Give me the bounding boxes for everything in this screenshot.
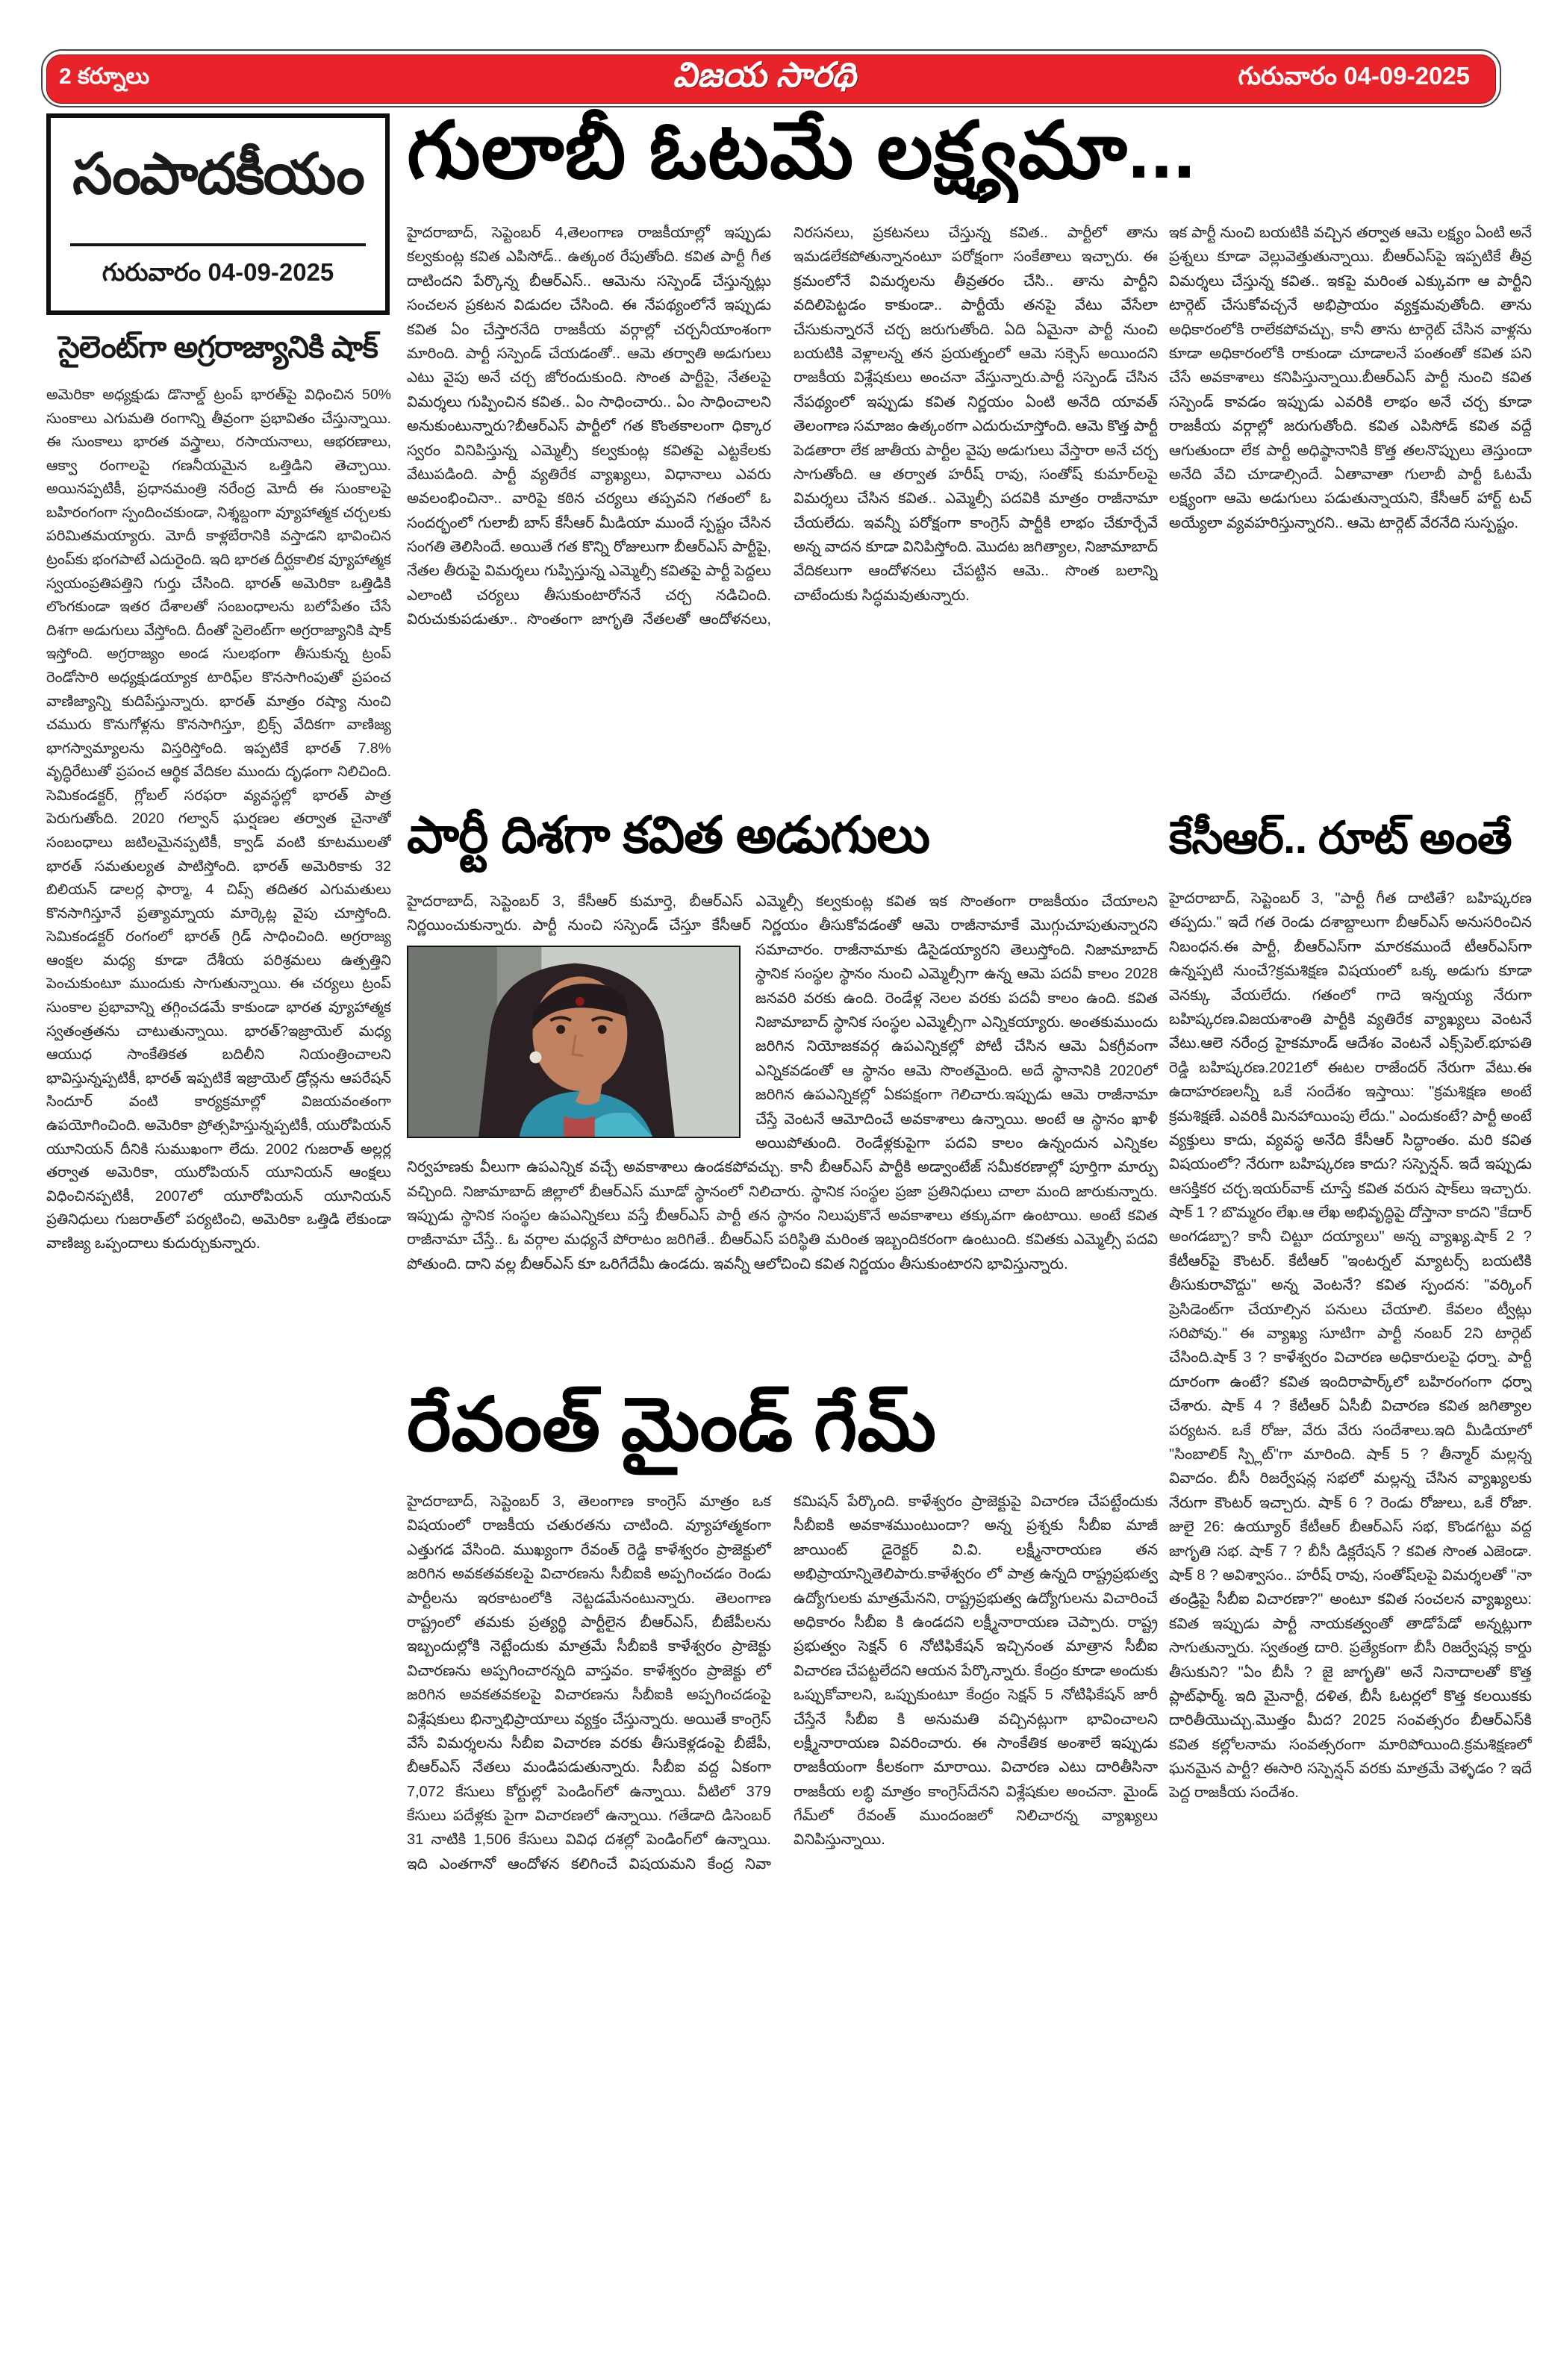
kavitha-article-headline: పార్టీ దిశగా కవిత అడుగులు bbox=[407, 807, 930, 863]
lead-col3-text: ఇక పార్టీ నుంచి బయటికి వచ్చిన తర్వాత ఆమె లక్ష్యం ఏంటి అనే ప్రశ్నలు కూడా వెల్లువెత్తుతున్నాయి. బీఆర్ఎస్‌పై ఇప్పటికే తీవ్ర విమర్శలు చేస్తున్న కవిత.. ఇకపై మరింత ఎక్కువగా ఆ పార్టీని టార్గెట్ చేసుకోవచ్చనే అభిప్రాయం వ్యక్తమవుతోంది. తాను అధికారంలోకి రాలేకపోవచ్చు, కానీ తాను టార్గెట్ చేసిన వాళ్లను కూడా అధికారంలోకి రాకుండా చూడాలనే పంతంతో కవిత పని చేసే అవకాశాలు కనిపిస్తున్నాయి.బీఆర్ఎస్ పార్టీ నుంచి కవిత సస్పెండ్ కావడం ఇప్పుడు ఎవరికి లాభం అనే చర్చ కూడా రాజకీయ వర్గాల్లో జరుగుతోంది. కవిత ఎపిసోడ్ కవిత వద్దే ఆగుతుందా లేక పార్టీ అధిష్ఠానానికి కొత్త తలనొప్పులు తెస్తుందా అనేది వేచి చూడాల్సిందే. ఏతావాతా గులాబీ పార్టీ ఓటమే లక్ష్యంగా ఆమె అడుగులు పడుతున్నాయని, కేసీఆర్ హార్ట్ టచ్ అయ్యేలా వ్యవహరిస్తున్నారని.. ఆమె టార్గెట్ వేరనేది సుస్పష్టం. bbox=[1169, 225, 1532, 531]
paper-title: విజయ సారథి bbox=[673, 55, 856, 94]
lead-article-columns bbox=[407, 221, 1158, 805]
editorial-box bbox=[46, 113, 390, 315]
masthead-frame bbox=[41, 49, 1501, 107]
revanth-article-headline: రేవంత్ మైండ్ గేమ్ bbox=[407, 1383, 937, 1467]
kavitha-article-side: రాజీనామాకు డిసైడయ్యారని తెలుస్తోంది. నిజామాబాద్ స్థానిక సంస్థల స్థానం నుంచి ఎమ్మెల్సీగా ఉన్న ఆమె పదవీ కాలం 2028 జనవరి వరకు ఉంది. రెండేళ్ల నెలల వరకు పదవీ కాలం ఉంది. కవిత నిజామాబాద్ స్థానిక సంస్థల ఎమ్మెల్సీగా ఎన్నికయ్యారు. అంతకుముందు జరిగిన నియోజకవర్గ ఉపఎన్నికల్లో పోటీ చేసిన ఆమె ఏకగ్రీవంగా ఎన్నికవడంతో ఆ స్థానం ఆమె సొంతమైంది. bbox=[755, 941, 1158, 1079]
right-rail bbox=[1169, 221, 1532, 2358]
editorial-body: అమెరికా అధ్యక్షుడు డొనాల్డ్ ట్రంప్ భారత్‌పై విధించిన 50% సుంకాలు ఎగుమతి రంగాన్ని తీవ్రంగా ప్రభావితం చేస్తున్నాయి. ఈ సుంకాలు భారత వస్త్రాలు, రసాయనాలు, ఆభరణాలు, ఆక్వా రంగాలపై గణనీయమైన ఒత్తిడిని తెచ్చాయి. అయినప్పటికీ, ప్రధానమంత్రి నరేంద్ర మోదీ ఈ సుంకాలపై బహిరంగంగా స్పందించకుండా, నిశ్శబ్దంగా వ్యూహాత్మక చర్చలకు పరిమితమయ్యారు. మోదీ కాళ్లబేరానికి వస్తాడని భావించిన ట్రంప్‌కు భంగపాటే ఎదురైంది. ఇది భారత దీర్ఘకాలిక వ్యూహాత్మక స్వయంప్రతిపత్తిని గుర్తు చేసింది. భారత్ అమెరికా ఒత్తిడికి లొంగకుండా ఇతర దేశాలతో సంబంధాలను బలోపేతం చేసే దిశగా అడుగులు వేస్తోంది. దీంతో సైలెంట్‌గా అగ్రరాజ్యానికి షాక్ ఇస్తోంది. అగ్రరాజ్యం అండ సులభంగా తీసుకున్న ట్రంప్ రెండోసారి అధ్యక్షుడయ్యాక టారిఫ్‌ల కొనసాగింపుతో ప్రపంచ వాణిజ్యాన్ని కుదిపేస్తున్నారు. భారత్ మాత్రం రష్యా నుంచి చమురు కొనుగోళ్లను కొనసాగిస్తూ, బ్రిక్స్ వేదికగా వాణిజ్య భాగస్వామ్యాలను విస్తరిస్తోంది. ఇప్పటికే భారత్ 7.8% వృద్ధిరేటుతో ప్రపంచ ఆర్థిక వేదికల ముందు దృఢంగా నిలిచింది. సెమికండక్టర్, గ్లోబల్ సరఫరా వ్యవస్థల్లో భారత్ పాత్ర పెరుగుతోంది. 2020 గల్వాన్ ఘర్షణల తర్వాత చైనాతో సంబంధాలు జటిలమైనప్పటికీ, క్వాడ్ వంటి కూటములతో భారత్ సమతుల్యత పాటిస్తోంది. భారత్ అమెరికాకు 32 బిలియన్ డాలర్ల ఫార్మా, 4 చిప్స్ తదితర ఎగుమతులు కొనసాగిస్తూనే ప్రత్యామ్నాయ మార్కెట్ల వైపు చూస్తోంది. సెమికండక్టర్ రంగంలో భారత్ గ్రిడ్ సాధించింది. అగ్రరాజ్య ఆంక్షల మధ్య కూడా దేశీయ పరిశ్రమలు ఉత్పత్తిని పెంచుకుంటూ ముందుకు సాగుతున్నాయి. ఈ చర్యలు ట్రంప్ సుంకాల ప్రభావాన్ని తగ్గించడమే కాకుండా భారత వ్యూహాత్మక స్వతంత్రతను చాటుతున్నాయి. భారత్?ఇజ్రాయెల్ మధ్య ఆయుధ సాంకేతికత బదిలీని నియంత్రించాలని భావిస్తున్నప్పటికీ, భారత్ ఇప్పటికే ఇజ్రాయెల్ డ్రోన్లను ఆపరేషన్ సిందూర్ వంటి కార్యక్రమాల్లో విజయవంతంగా ఉపయోగించింది. అమెరికా ప్రోత్సహిస్తున్నప్పటికీ, యురోపియన్ యూనియన్ దీనికి సుముఖంగా లేదు. 2002 గుజరాత్ అల్లర్ల తర్వాత అమెరికా, యురోపియన్ యూనియన్ ఆంక్షలు విధించినప్పటికీ, 2007లో యూరోపియన్ యూనియన్ ప్రతినిధులు గుజరాత్‌లో పర్యటించి, అమెరికా ఒత్తిడి లేకుండా వాణిజ్య ఒప్పందాలు కుదుర్చుకున్నారు. bbox=[46, 387, 391, 1252]
kavitha-article-text: అదే స్థానానికి 2020లో జరిగిన ఉపఎన్నికల్లో ఏకపక్షంగా గెలిచారు.ఇప్పుడు ఆమె రాజీనామా చేస్తే వెంటనే ఆమోదించే అవకాశాలు ఉన్నాయి. అంటే ఆ స్థానం ఖాళీ అయిపోతుంది. రెండేళ్లకుపైగా పదవి కాలం ఉన్నందున ఎన్నికల నిర్వహణకు వీలుగా ఉపఎన్నిక వచ్చే అవకాశాలు ఉండకపోవచ్చు. కానీ బీఆర్ఎస్ పార్టీకి అడ్వాంటేజ్ సమీకరణాల్లో పూర్తిగా మార్పు వచ్చింది. నిజామాబాద్ జిల్లాలో బీఆర్ఎస్ మూడో స్థానంలో నిలిచారు. స్థానిక సంస్థల ప్రజా ప్రతినిధులు చాలా మంది జారుకున్నారు. ఇప్పుడు స్థానిక సంస్థల ఉపఎన్నికలు వస్తే బీఆర్ఎస్ పార్టీ తన స్థానం నిలుపుకొనే అవకాశాలు తక్కువగా ఉంటాయి. అంటే కవిత రాజీనామా చేస్తే.. ఓ వర్గాల మధ్యనే పోరాటం జరిగితే.. బీఆర్ఎస్ పరిస్థితి మరింత ఇబ్బందికరంగా ఉంటుంది. కవితకు ఎమ్మెల్సీ పదవి పోతుంది. దాని వల్ల బీఆర్ఎస్ కూ ఒరిగేదేమీ ఉండదు. ఇవన్నీ ఆలోచించి కవిత నిర్ణయం తీసుకుంటారని భావిస్తున్నారు. bbox=[407, 1062, 1158, 1272]
revanth-article-body: హైదరాబాద్, సెప్టెంబర్ 3, తెలంగాణ కాంగ్రెస్ మాత్రం ఒక విషయంలో రాజకీయ చతురతను చాటింది. వ్యూహాత్మకంగా ఎత్తుగడ వేసింది. ముఖ్యంగా రేవంత్ రెడ్డి కాళేశ్వరం ప్రాజెక్టులో జరిగిన అవకతవకలపై విచారణను సీబీఐకి అప్పగించడం రెండు పార్టీలను ఇరకాటంలోకి నెట్టడమేనంటున్నారు. తెలంగాణ రాష్ట్రంలో తమకు ప్రత్యర్థి పార్టీలైన బీఆర్ఎస్, బీజేపీలను ఇబ్బందుల్లోకి నెట్టేందుకు మాత్రమే సీబీఐకి కాళేశ్వరం ప్రాజెక్టు విచారణను అప్పగించారన్నది వాస్తవం. కాళేశ్వరం ప్రాజెక్టు లో జరిగిన అవకతవకలపై విచారణను సీబీఐకి అప్పగించడంపై విశ్లేషకులు భిన్నాభిప్రాయాలు వ్యక్తం చేస్తున్నారు. అయితే కాంగ్రెస్ వేసే విమర్శలను సీబీఐ విచారణ వరకు తీసుకెళ్లడంపై బీజేపీ, బీఆర్ఎస్ నేతలు మండిపడుతున్నారు. సీబీఐ వద్ద ఏకంగా 7,072 కేసులు కోర్టుల్లో పెండింగ్‌లో ఉన్నాయి. వీటిలో 379 కేసులు పదేళ్లకు పైగా విచారణలో ఉన్నాయి. గతేడాది డిసెంబర్ 31 నాటికి 1,506 కేసులు వివిధ దశల్లో పెండింగ్‌లో ఉన్నాయి. ఇది ఎంతగానో ఆందోళన కలిగించే విషయమని కేంద్ర నివా కమిషన్ పేర్కొంది. కాళేశ్వరం ప్రాజెక్టుపై విచారణ చేపట్టేందుకు సీబీఐకి అవకాశముంటుందా? అన్న ప్రశ్నకు సీబీఐ మాజీ జాయింట్ డైరెక్టర్ వి.వి. లక్ష్మీనారాయణ తన అభిప్రాయాన్నితెలిపారు.కాళేశ్వరం లో పాత్ర ఉన్నది రాష్ట్రప్రభుత్వ ఉద్యోగులకు మాత్రమేనని, రాష్ట్రప్రభుత్వ ఉద్యోగులను విచారించే అధికారం సీబీఐ కి ఉండదని లక్ష్మీనారాయణ చెప్పారు. రాష్ట్ర ప్రభుత్వం సెక్షన్ 6 నోటిఫికేషన్ ఇచ్చినంత మాత్రాన సీబీఐ విచారణ చేపట్టలేదని ఆయన పేర్కొన్నారు. కేంద్రం కూడా అందుకు ఒప్పుకోవాలని, ఒప్పుకుంటూ కేంద్రం సెక్షన్ 5 నోటిఫికేషన్ జారీ చేస్తేనే సీబీఐ కి అనుమతి వచ్చినట్లుగా భావించాలని లక్ష్మీనారాయణ వివరించారు. ఈ సాంకేతిక అంశాలే ఇప్పుడు రాజకీయంగా కీలకంగా మారాయి. విచారణ ఎటు దారితీసినా రాజకీయ లబ్ధి మాత్రం కాంగ్రెస్‌దేనని విశ్లేషకుల అంచనా. మైండ్ గేమ్‌లో రేవంత్ ముందంజలో నిలిచారన్న వ్యాఖ్యలు వినిపిస్తున్నాయి. bbox=[407, 1493, 1158, 1873]
masthead-bar bbox=[46, 54, 1496, 104]
edition-label: 2 కర్నూలు bbox=[59, 63, 150, 89]
editorial-box-title: సంపాదకీయం bbox=[72, 140, 364, 207]
editorial-divider bbox=[70, 243, 366, 246]
lead-col2-text: విరుచుకుపడుతూ.. సొంతంగా జాగృతి నేతలతో ఆందోళనలు, నిరసనలు, ప్రకటనలు చేస్తున్న కవిత.. పార్టీలో తాను ఇమడలేకపోతున్నానంటూ పరోక్షంగా సంకేతాలు ఇచ్చారు. ఈ క్రమంలోనే విమర్శలను తీవ్రతరం చేసి.. తాను పార్టీని వదిలిపెట్టడం కాకుండా.. పార్టీయే తనపై వేటు వేసేలా చేసుకున్నారనే చర్చ జరుగుతోంది. ఏది ఏమైనా పార్టీ నుంచి బయటికి వెళ్లాలన్న తన ప్రయత్నంలో ఆమె సక్సెస్ అయిందని రాజకీయ విశ్లేషకులు అంచనా వేస్తున్నారు.పార్టీ సస్పెండ్ చేసిన నేపథ్యంలో ఇప్పుడు కవిత నిర్ణయం ఏంటి అనేది యావత్ తెలంగాణ సమాజం ఉత్కంఠగా ఎదురుచూస్తోంది. ఆమె కొత్త పార్టీ పెడతారా లేక జాతీయ పార్టీల వైపు అడుగులు వేస్తారా అనే చర్చ సాగుతోంది. ఆ తర్వాత హరీష్ రావు, సంతోష్ కుమార్‌లపై విమర్శలు చేసిన కవిత.. ఎమ్మెల్సీ పదవికి మాత్రం రాజీనామా చేయలేదు. ఇవన్నీ పరోక్షంగా కాంగ్రెస్ పార్టీకి లాభం చేకూర్చేవే అన్న వాదన కూడా వినిపిస్తోంది. మొదట జగిత్యాల, నిజామాబాద్ వేదికలుగా ఆందోళనలు చేపట్టిన ఆమె.. సొంత బలాన్ని చాటేందుకు సిద్ధమవుతున్నారు. bbox=[407, 225, 1158, 628]
lead-headline: గులాబీ ఓటమే లక్ష్యమా... bbox=[407, 107, 1197, 195]
kavitha-article-body bbox=[407, 890, 1158, 1373]
masthead-date: గురువారం 04-09-2025 bbox=[1238, 62, 1470, 90]
kcr-article-headline: కేసీఆర్.. రూట్ అంతే bbox=[1169, 813, 1512, 863]
kavitha-article-intro: హైదరాబాద్, సెప్టెంబర్ 3, కేసీఆర్ కుమార్తె, బీఆర్ఎస్ ఎమ్మెల్సీ కల్వకుంట్ల కవిత ఇక సొంతంగా రాజకీయం చేయాలని నిర్ణయించుకున్నారు. పార్టీ నుంచి సస్పెండ్ చేస్తూ కేసీఆర్ నిర్ణయం తీసుకోవడంతో ఆమె రాజీనామాకే మొగ్గుచూపుతున్నారని సమాచారం. bbox=[407, 893, 1158, 958]
editorial-headline: సైలెంట్‌గా అగ్రరాజ్యానికి షాక్ bbox=[58, 330, 378, 364]
lead-col1-text: హైదరాబాద్, సెప్టెంబర్ 4,తెలంగాణ రాజకీయాల్లో ఇప్పుడు కల్వకుంట్ల కవిత ఎపిసోడ్.. ఉత్కంఠ రేపుతోంది. కవిత పార్టీ గీత దాటిందని పేర్కొన్న బీఆర్ఎస్.. ఆమెను సస్పెండ్ చేస్తున్నట్లు సంచలన ప్రకటన విడుదల చేసింది. ఈ నేపథ్యంలోనే ఇప్పుడు కవిత ఏం చేస్తారనేది రాజకీయ వర్గాల్లో చర్చనీయాంశంగా మారింది. పార్టీ సస్పెండ్ చేయడంతో.. ఆమె తర్వాతి అడుగులు ఎటు వైపు అనే చర్చ జోరందుకుంది. సొంత పార్టీపై, నేతలపై విమర్శలు గుప్పించిన కవిత.. ఏం సాధించారు.. ఏం సాధించాలని అనుకుంటున్నారు?బీఆర్ఎస్ పార్టీలో గత కొంతకాలంగా ధిక్కార స్వరం వినిపిస్తున్న ఎమ్మెల్సీ కల్వకుంట్ల కవితపై ఎట్టకేలకు వేటుపడింది. పార్టీ వ్యతిరేక వ్యాఖ్యలు, విధానాలు ఎవరు అవలంభించినా.. వారిపై కఠిన చర్యలు తప్పవని గతంలో ఓ సందర్భంలో గులాబీ బాస్ కేసీఆర్ మీడియా ముందే స్పష్టం చేసిన సంగతి తెలిసిందే. అయితే గత కొన్ని రోజులుగా బీఆర్ఎస్ పార్టీపై, నేతల తీరుపై విమర్శలు గుప్పిస్తున్న ఎమ్మెల్సీ కవితపై పార్టీ పెద్దలు ఎలాంటి చర్యలు తీసుకుంటారోననే చర్చ నడిచింది. bbox=[407, 225, 771, 604]
kavitha-photo bbox=[407, 946, 741, 1138]
kcr-article-body: హైదరాబాద్, సెప్టెంబర్ 3, "పార్టీ గీత దాటితే? బహిష్కరణ తప్పదు." ఇదే గత రెండు దశాబ్దాలుగా బీఆర్ఎస్ అనుసరించిన నిబంధన.ఈ పార్టీ, బీఆర్ఎస్‌గా మారకముందే టీఆర్ఎస్‌గా ఉన్నప్పటి నుంచే?క్రమశిక్షణ విషయంలో ఒక్క అడుగు కూడా వెనక్కు వేయలేదు. గతంలో గాదె ఇన్నయ్య నేరుగా బహిష్కరణ.విజయశాంతి పార్టీకి వ్యతిరేక వ్యాఖ్యలు వెంటనే వేటు.ఆలె నరేంద్ర హైకమాండ్ ఆదేశం వెంటనే ఎక్స్‌పెల్.భూపతి రెడ్డి బహిష్కరణ.2021లో ఈటల రాజేందర్ నేరుగా వేటు.ఈ ఉదాహరణలన్నీ ఒకే సందేశం ఇస్తాయి: "క్రమశిక్షణ అంటే క్రమశిక్షణే. ఎవరికీ మినహాయింపు లేదు." ఎందుకంటే? పార్టీ అంటే వ్యక్తులు కాదు, వ్యవస్థ అనేది కేసీఆర్ సిద్ధాంతం. మరి కవిత విషయంలో? నేరుగా బహిష్కరణ కాదు? సస్పెన్షన్. ఇదే ఇప్పుడు ఆసక్తికర చర్చ.ఇయర్‌వాక్ చూస్తే కవిత వరుస షాక్‌లు ఇచ్చారు. షాక్ 1 ? బొమ్మరం లేఖ.ఆ లేఖ అభివృద్ధిపై దోస్తానా కాదని "కేదార్ అంగడబ్బా? కానీ చిట్టూ దయ్యాలు" అన్న వ్యాఖ్య.షాక్ 2 ? కేటీఆర్‌పై కౌంటర్. కేటీఆర్ "ఇంటర్నల్ మ్యాటర్స్ బయటికి తీసుకురావొద్దు" అన్న వెంటనే? కవిత స్పందన: "వర్కింగ్ ప్రెసిడెంట్‌గా చేయాల్సిన పనులు చేయాలి. కేవలం ట్వీట్లు సరిపోవు." ఈ వ్యాఖ్య సూటిగా పార్టీ నంబర్ 2ని టార్గెట్ చేసింది.షాక్ 3 ? కాళేశ్వరం విచారణ అధికారులపై ధర్నా. పార్టీ దూరంగా ఉంటే? కవిత ఇందిరాపార్క్‌లో బహిరంగంగా ధర్నా చేశారు. షాక్ 4 ? కేటీఆర్ ఏసీబీ విచారణ కవిత జగిత్యాల పర్యటన. ఒకే రోజు, వేరు వేరు సందేశాలు.ఇది మీడియాలో "సింబాలిక్ స్ప్లిట్"గా మారింది. షాక్ 5 ? తీన్మార్ మల్లన్న వివాదం. బీసీ రిజర్వేషన్ల సభలో మల్లన్న చేసిన వ్యాఖ్యలకు నేరుగా కౌంటర్ ఇచ్చారు. షాక్ 6 ? రెండు రోజులు, ఒకే రోజా. జులై 26: ఉయ్యూర్ కేటీఆర్ బీఆర్ఎస్ సభ, కొండగట్టు వద్ద జాగృతి సభ. షాక్ 7 ? బీసీ డిక్లరేషన్ ? కవిత సొంత ఎజెండా. షాక్ 8 ? అవిశ్వాసం.. హరీష్ రావు, సంతోష్‌లపై విమర్శలతో "నా తండ్రిపై సీబీఐ విచారణా?" అంటూ కవిత సంచలన వ్యాఖ్యలు: కవిత ఇప్పుడు పార్టీ నాయకత్వంతో తాడోపేడో అన్నట్లుగా సాగుతున్నారు. స్వతంత్ర దారి. ప్రత్యేకంగా బీసీ రిజర్వేషన్ల కార్డు తీసుకుని? "ఏం బీసీ ? జై జాగృతి" అనే నినాదాలతో కొత్త ప్లాట్‌ఫార్మ్. ఇది మైనార్టీ, దళిత, బీసీ ఓటర్లలో కొత్త కలయికకు దారితీయొచ్చు.మొత్తం మీద? 2025 సంవత్సరం బీఆర్ఎస్‌కి కవిత కల్లోలనామ సంవత్సరంగా మారిపోయింది.క్రమశిక్షణలో ఘనమైన పార్టీ? ఈసారి సస్పెన్షన్ వరకు మాత్రమే వెళ్ళడం ? ఇదే పెద్ద రాజకీయ సందేశం. bbox=[1169, 890, 1532, 1802]
portrait-illustration bbox=[408, 947, 739, 1137]
editorial-date: గురువారం 04-09-2025 bbox=[102, 258, 334, 286]
